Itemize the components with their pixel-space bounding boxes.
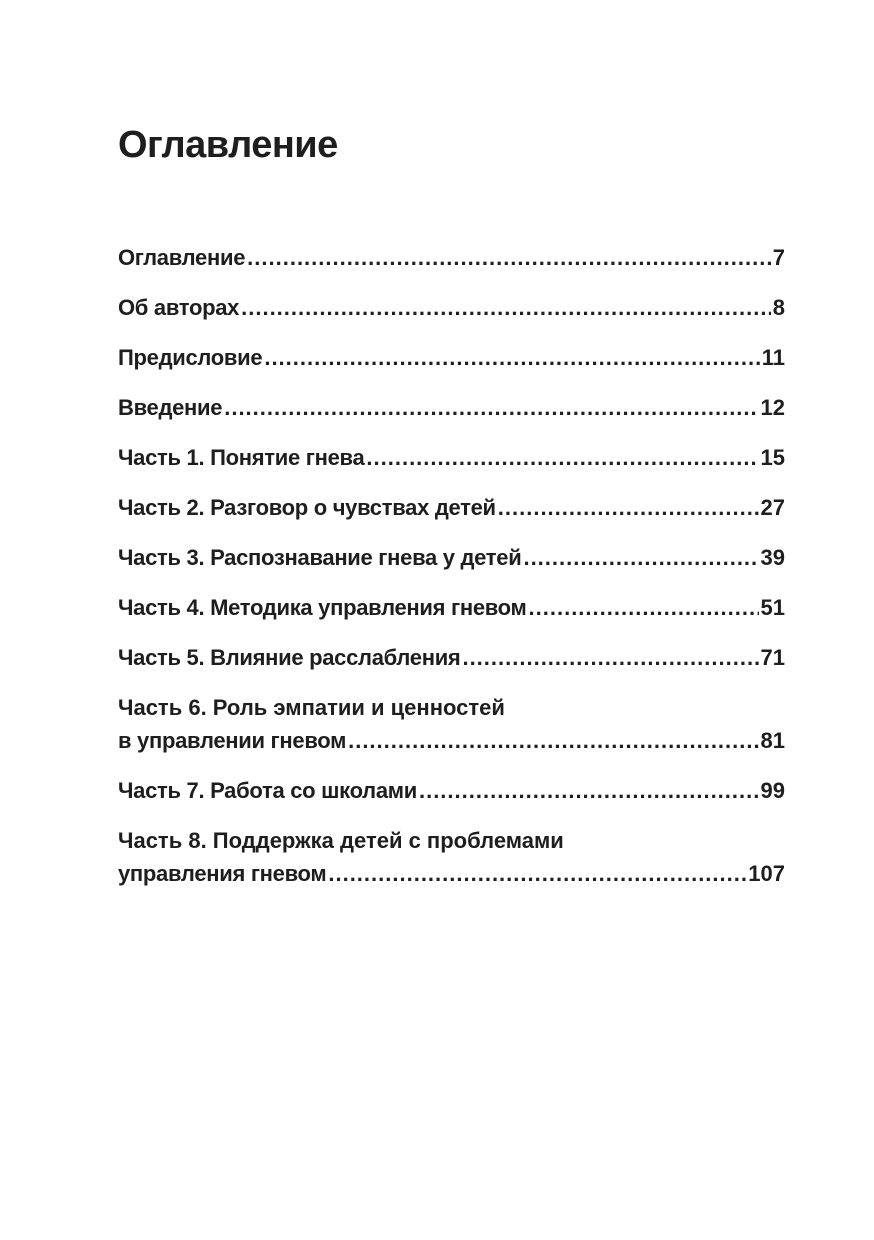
toc-entry-part-1[interactable] bbox=[118, 441, 785, 474]
dot-leader bbox=[523, 541, 758, 574]
toc-page-number: 11 bbox=[761, 345, 785, 370]
toc-entry-part-5[interactable] bbox=[118, 641, 785, 674]
toc-page-number: 99 bbox=[760, 778, 785, 803]
toc-entry-line bbox=[118, 391, 785, 424]
toc-entry-part-8[interactable] bbox=[118, 824, 785, 890]
toc-entry-line bbox=[118, 491, 785, 524]
toc-entry-part-6[interactable] bbox=[118, 691, 785, 757]
toc-entry-line bbox=[118, 541, 785, 574]
toc-entry-introduction[interactable] bbox=[118, 391, 785, 424]
dot-leader bbox=[498, 491, 759, 524]
toc-entry-title: Введение bbox=[118, 395, 223, 420]
toc-page-number: 8 bbox=[772, 295, 785, 320]
dot-leader bbox=[264, 341, 759, 374]
toc-entry-about-authors[interactable] bbox=[118, 291, 785, 324]
toc-page-number: 81 bbox=[760, 728, 785, 753]
toc-entry-part-4[interactable] bbox=[118, 591, 785, 624]
dot-leader bbox=[419, 774, 759, 807]
toc-entry-preface[interactable] bbox=[118, 341, 785, 374]
toc-entry-title: Часть 3. Распознавание гнева у детей bbox=[118, 545, 522, 570]
dot-leader bbox=[224, 391, 758, 424]
toc-page-number: 39 bbox=[760, 545, 785, 570]
toc-entry-contents[interactable] bbox=[118, 241, 785, 274]
toc-entry-part-2[interactable] bbox=[118, 491, 785, 524]
toc-entry-title: Часть 1. Понятие гнева bbox=[118, 445, 365, 470]
toc-entry-title: в управлении гневом bbox=[118, 728, 347, 753]
toc-page-number: 7 bbox=[772, 245, 785, 270]
toc-page-number: 71 bbox=[760, 645, 785, 670]
toc-page-number: 107 bbox=[748, 861, 785, 886]
toc-page-number: 51 bbox=[760, 595, 785, 620]
toc-page-number: 12 bbox=[760, 395, 785, 420]
dot-leader bbox=[328, 857, 746, 890]
table-of-contents bbox=[118, 241, 785, 907]
dot-leader bbox=[366, 441, 758, 474]
toc-entry-title: Часть 2. Разговор о чувствах детей bbox=[118, 495, 496, 520]
toc-entry-title-first-line: Часть 6. Роль эмпатии и ценностей bbox=[118, 695, 505, 720]
toc-entry-title: Оглавление bbox=[118, 245, 246, 270]
toc-entry-line bbox=[118, 591, 785, 624]
toc-entry-line bbox=[118, 857, 785, 890]
toc-entry-title: Часть 4. Методика управления гневом bbox=[118, 595, 527, 620]
toc-entry-part-3[interactable] bbox=[118, 541, 785, 574]
dot-leader bbox=[529, 591, 759, 624]
toc-entry-part-7[interactable] bbox=[118, 774, 785, 807]
dot-leader bbox=[462, 641, 758, 674]
toc-entry-title: управления гневом bbox=[118, 861, 327, 886]
toc-entry-line bbox=[118, 724, 785, 757]
toc-entry-line bbox=[118, 241, 785, 274]
toc-entry-title-first-line: Часть 8. Поддержка детей с проблемами bbox=[118, 828, 564, 853]
toc-entry-line bbox=[118, 341, 785, 374]
toc-page-number: 27 bbox=[760, 495, 785, 520]
toc-entry-title: Часть 7. Работа со школами bbox=[118, 778, 417, 803]
dot-leader bbox=[247, 241, 771, 274]
toc-entry-line bbox=[118, 641, 785, 674]
toc-entry-title: Предисловие bbox=[118, 345, 263, 370]
page-title: Оглавление bbox=[118, 124, 338, 166]
toc-entry-title: Об авторах bbox=[118, 295, 240, 320]
dot-leader bbox=[348, 724, 758, 757]
toc-entry-line bbox=[118, 441, 785, 474]
toc-page-number: 15 bbox=[760, 445, 785, 470]
dot-leader bbox=[241, 291, 771, 324]
toc-entry-line bbox=[118, 774, 785, 807]
toc-entry-line bbox=[118, 291, 785, 324]
toc-entry-title: Часть 5. Влияние расслабления bbox=[118, 645, 461, 670]
